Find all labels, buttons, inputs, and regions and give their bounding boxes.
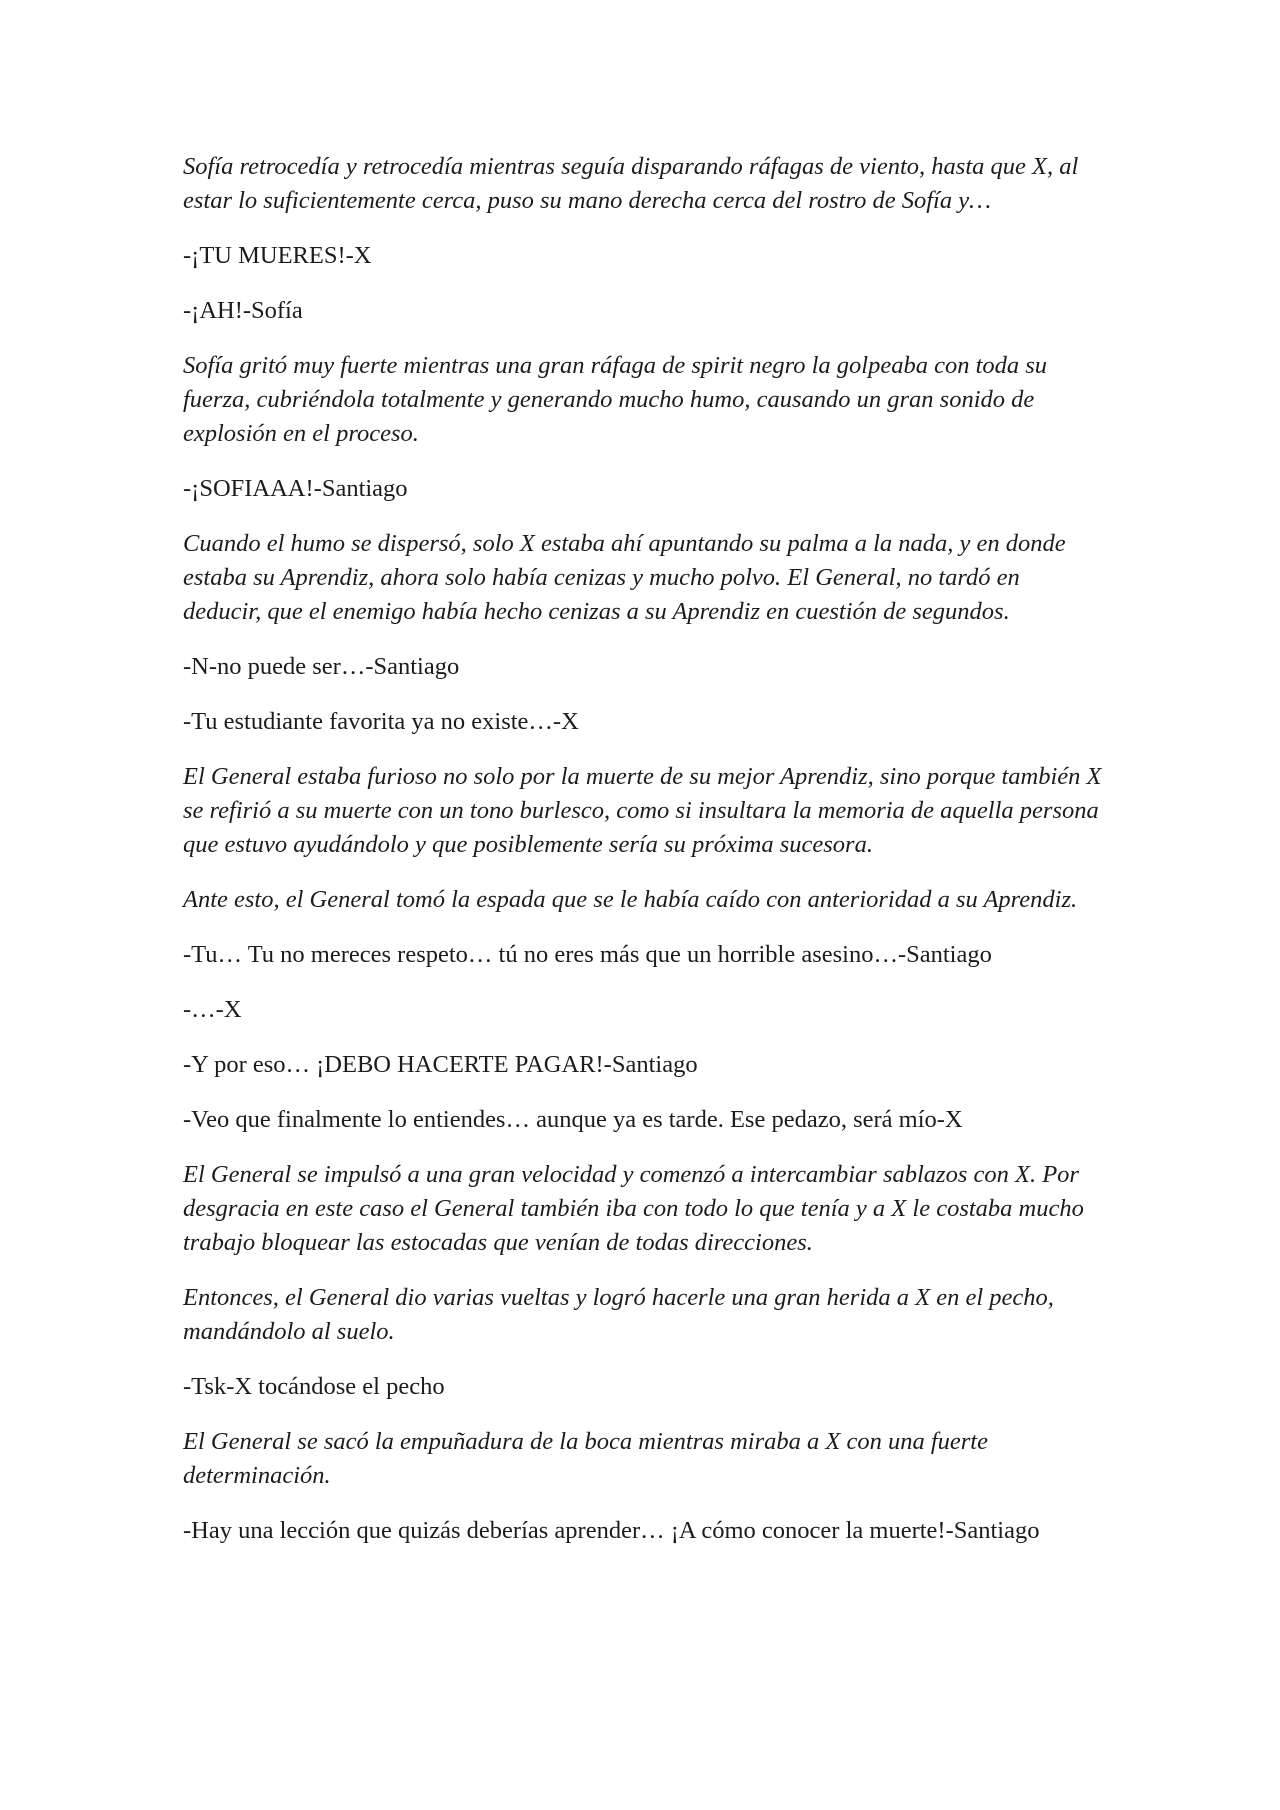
narration-paragraph: El General se impulsó a una gran velocidad y comenzó a intercambiar sablazos con X. Por desgracia en este caso el General también iba con todo lo que tenía y a X le costaba mucho trabajo bloquear las estocadas que venían de todas direcciones.: [183, 1161, 1084, 1256]
dialogue-line: -N-no puede ser…-Santiago: [183, 653, 460, 680]
dialogue-line: -Veo que finalmente lo entiendes… aunque ya es tarde. Ese pedazo, será mío-X: [183, 1106, 963, 1133]
dialogue-line: -¡AH!-Sofía: [183, 297, 303, 324]
narration-paragraph: El General estaba furioso no solo por la muerte de su mejor Aprendiz, sino porque también X se refirió a su muerte con un tono burlesco, como si insultara la memoria de aquella persona que estuvo ayudándolo y que posiblemente sería su próxima sucesora.: [183, 763, 1102, 858]
narration-paragraph: Sofía retrocedía y retrocedía mientras seguía disparando ráfagas de viento, hasta que X, al estar lo suficientemente cerca, puso su mano derecha cerca del rostro de Sofía y…: [183, 153, 1079, 214]
narration-paragraph: El General se sacó la empuñadura de la boca mientras miraba a X con una fuerte determinación.: [183, 1428, 988, 1489]
dialogue-line: -Tsk-X tocándose el pecho: [183, 1373, 445, 1400]
narration-paragraph: Sofía gritó muy fuerte mientras una gran ráfaga de spirit negro la golpeaba con toda su fuerza, cubriéndola totalmente y generando mucho humo, causando un gran sonido de explosión en el proceso.: [183, 352, 1048, 447]
narration-paragraph: Cuando el humo se dispersó, solo X estaba ahí apuntando su palma a la nada, y en donde estaba su Aprendiz, ahora solo había cenizas y mucho polvo. El General, no tardó en deducir, que el enemigo había hecho cenizas a su Aprendiz en cuestión de segundos.: [183, 530, 1066, 625]
narration-paragraph: Ante esto, el General tomó la espada que se le había caído con anterioridad a su Aprendiz.: [183, 886, 1078, 913]
dialogue-line: -Tu… Tu no mereces respeto… tú no eres más que un horrible asesino…-Santiago: [183, 941, 992, 968]
narration-paragraph: Entonces, el General dio varias vueltas y logró hacerle una gran herida a X en el pecho, mandándolo al suelo.: [183, 1284, 1054, 1345]
dialogue-line: -Hay una lección que quizás deberías aprender… ¡A cómo conocer la muerte!-Santiago: [183, 1517, 1040, 1544]
dialogue-line: -Tu estudiante favorita ya no existe…-X: [183, 708, 579, 735]
dialogue-line: -Y por eso… ¡DEBO HACERTE PAGAR!-Santiago: [183, 1051, 698, 1078]
dialogue-line: -¡SOFIAAA!-Santiago: [183, 475, 408, 502]
dialogue-line: -…-X: [183, 996, 242, 1023]
document-body: [183, 150, 1103, 1569]
dialogue-line: -¡TU MUERES!-X: [183, 242, 372, 269]
